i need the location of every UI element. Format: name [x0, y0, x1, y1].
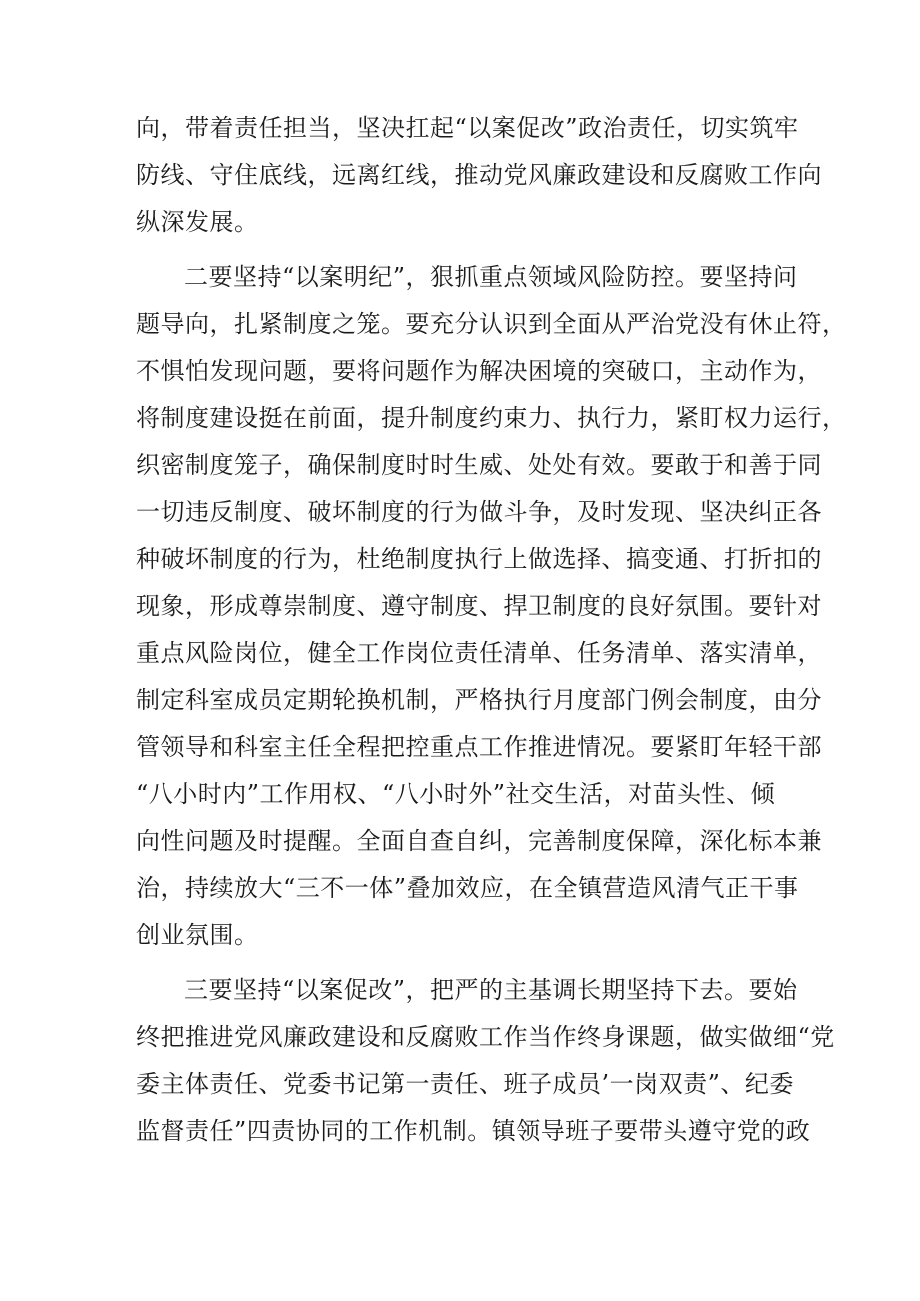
- text-line: 三要坚持“以案促改”，把严的主基调长期坚持下去。要始: [184, 976, 798, 1004]
- text-line: 委主体责任、党委书记第一责任、班子成员’一岗双责”、纪委: [136, 1070, 794, 1098]
- text-line: 治，持续放大“三不一体”叠加效应，在全镇营造风清气正干事: [136, 874, 799, 902]
- text-line: 题导向，扎紧制度之笼。要充分认识到全面从严治党没有休止符，: [136, 310, 847, 338]
- paragraph-second-point: [136, 254, 847, 959]
- text-line: 不惧怕发现问题，要将问题作为解决困境的突破口，主动作为，: [136, 357, 822, 385]
- text-line: 创业氛围。: [136, 921, 259, 949]
- paragraph-third-point: [136, 967, 835, 1155]
- text-line: 向性问题及时提醒。全面自查自纠，完善制度保障，深化标本兼: [136, 827, 822, 855]
- text-line: 现象，形成尊崇制度、遵守制度、捍卫制度的良好氛围。要针对: [136, 592, 822, 620]
- text-line: 重点风险岗位，健全工作岗位责任清单、任务清单、落实清单，: [136, 639, 822, 667]
- text-line: 监督责任”四责协同的工作机制。镇领导班子要带头遵守党的政: [136, 1117, 811, 1145]
- text-line: 终把推进党风廉政建设和反腐败工作当作终身课题，做实做细“党: [136, 1023, 835, 1051]
- text-line: 纵深发展。: [136, 208, 259, 236]
- text-line: 管领导和科室主任全程把控重点工作推进情况。要紧盯年轻干部: [136, 733, 822, 761]
- text-line: “八小时内”工作用权、“八小时外”社交生活，对苗头性、倾: [136, 780, 776, 808]
- text-line: 防线、守住底线，远离红线，推动党风廉政建设和反腐败工作向: [136, 161, 822, 189]
- text-line: 一切违反制度、破坏制度的行为做斗争，及时发现、坚决纠正各: [136, 498, 822, 526]
- text-line: 制定科室成员定期轮换机制，严格执行月度部门例会制度，由分: [136, 686, 822, 714]
- paragraph-continuation: [136, 105, 822, 246]
- text-line: 织密制度笼子，确保制度时时生威、处处有效。要敢于和善于同: [136, 451, 822, 479]
- text-line: 将制度建设挺在前面，提升制度约束力、执行力，紧盯权力运行，: [136, 404, 847, 432]
- document-body: [136, 105, 847, 1155]
- text-line: 种破坏制度的行为，杜绝制度执行上做选择、搞变通、打折扣的: [136, 545, 822, 573]
- text-line: 二要坚持“以案明纪”，狠抓重点领域风险防控。要坚持问: [184, 263, 798, 291]
- text-line: 向，带着责任担当，坚决扛起“以案促改”政治责任，切实筑牢: [136, 114, 799, 142]
